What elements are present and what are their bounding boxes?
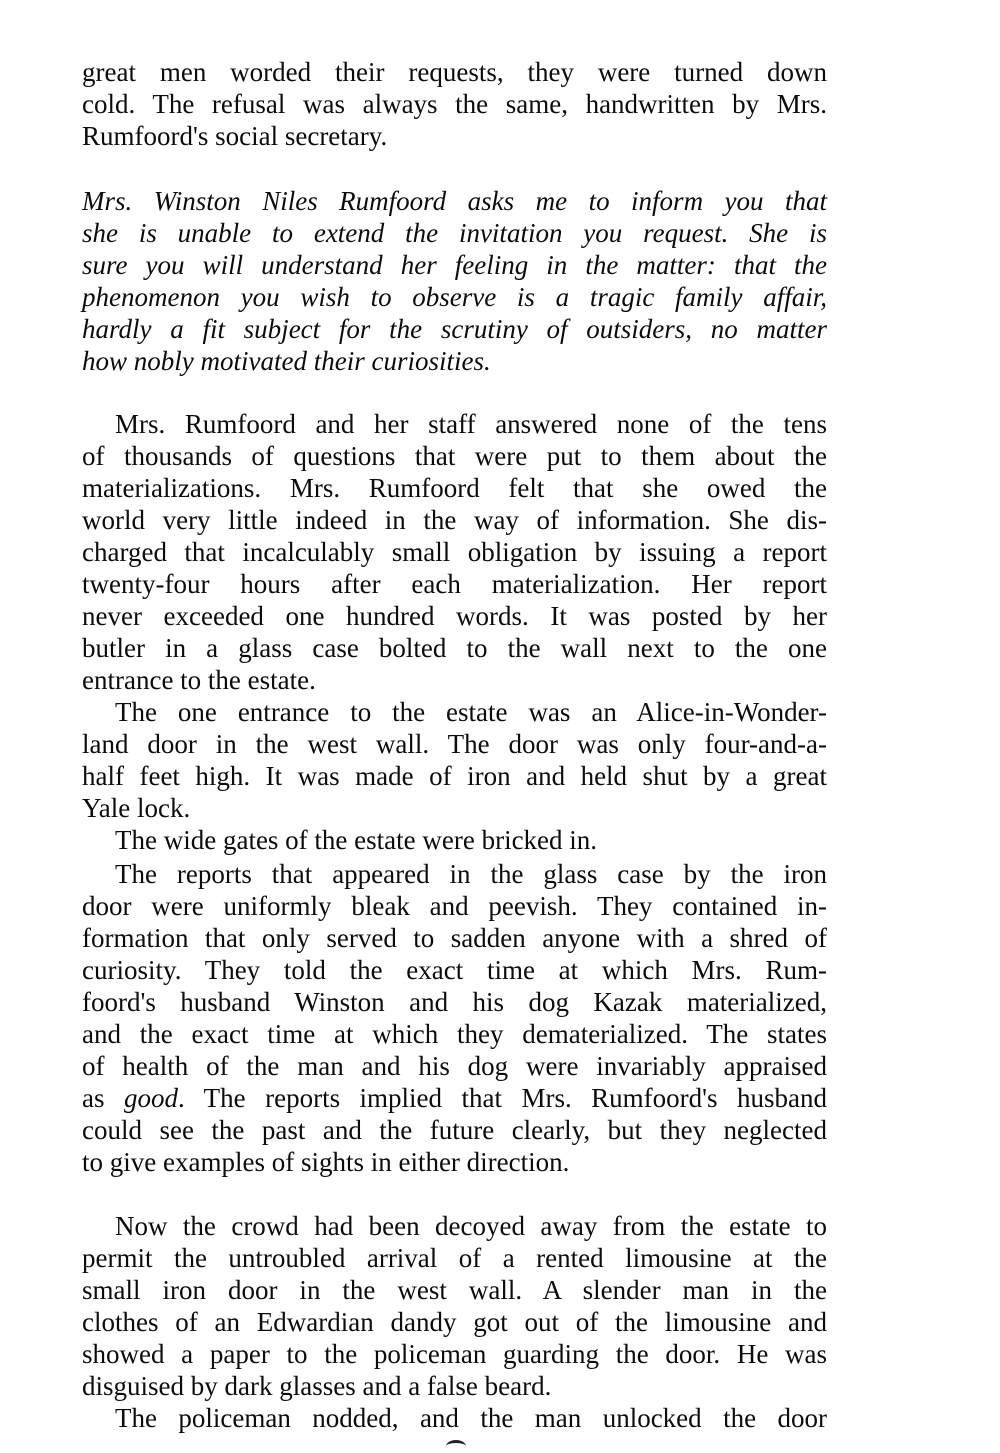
text-line: foord's husband Winston and his dog Kazak materialized,: [82, 987, 827, 1017]
text-line: curiosity. They told the exact time at which Mrs. Rum-: [82, 955, 827, 985]
text-line: door were uniformly bleak and peevish. They contained in-: [82, 891, 827, 921]
text-line: of health of the man and his dog were invariably appraised: [82, 1051, 827, 1081]
text-line: permit the untroubled arrival of a rented limousine at the: [82, 1243, 827, 1273]
text-line: The wide gates of the estate were bricked in.: [115, 825, 598, 855]
paragraph-continuation: [82, 56, 827, 152]
text-line: formation that only served to sadden anyone with a shred of: [82, 923, 827, 953]
quoted-refusal: [82, 185, 827, 377]
text-line: Rumfoord's social secretary.: [82, 121, 388, 151]
paragraph-staff: [82, 408, 827, 696]
paragraph-gates: [82, 824, 827, 856]
text-line: The reports that appeared in the glass case by the iron: [115, 859, 827, 889]
text-line: The one entrance to the estate was an Alice-in-Wonder-: [115, 697, 827, 727]
text-line: to give examples of sights in either direction.: [82, 1147, 570, 1177]
text-line: Yale lock.: [82, 793, 191, 823]
text-line: charged that incalculably small obligation by issuing a report: [82, 537, 827, 567]
text-line: how nobly motivated their curiosities.: [82, 346, 491, 376]
paragraph-policeman: [82, 1402, 827, 1434]
text-line: world very little indeed in the way of information. She dis-: [82, 505, 827, 535]
text-line: Mrs. Rumfoord and her staff answered none of the tens: [115, 409, 827, 439]
text-line: materializations. Mrs. Rumfoord felt that she owed the: [82, 473, 827, 503]
text-line: of thousands of questions that were put to them about the: [82, 441, 827, 471]
text-line: never exceeded one hundred words. It was posted by her: [82, 601, 827, 631]
text-line: entrance to the estate.: [82, 665, 316, 695]
text-line: hardly a fit subject for the scrutiny of outsiders, no matter: [82, 314, 827, 344]
text-line: she is unable to extend the invitation you request. She is: [82, 218, 827, 248]
text-line: phenomenon you wish to observe is a tragic family affair,: [82, 282, 827, 312]
text-line: small iron door in the west wall. A slender man in the: [82, 1275, 827, 1305]
text-line: half feet high. It was made of iron and held shut by a great: [82, 761, 827, 791]
text-line: Now the crowd had been decoyed away from the estate to: [115, 1211, 827, 1241]
text-line: disguised by dark glasses and a false beard.: [82, 1371, 552, 1401]
text-line: cold. The refusal was always the same, handwritten by Mrs.: [82, 89, 827, 119]
text-line: sure you will understand her feeling in the matter: that the: [82, 250, 827, 280]
text-line: showed a paper to the policeman guarding the door. He was: [82, 1339, 827, 1369]
paragraph-reports: [82, 858, 827, 1178]
text-line: twenty-four hours after each materialization. Her report: [82, 569, 827, 599]
text-line: could see the past and the future clearly, but they neglected: [82, 1115, 827, 1145]
text-line: clothes of an Edwardian dandy got out of the limousine and: [82, 1307, 827, 1337]
text-line: Mrs. Winston Niles Rumfoord asks me to inform you that: [82, 186, 827, 216]
text-line: The policeman nodded, and the man unlocked the door: [115, 1403, 827, 1433]
paragraph-entrance: [82, 696, 827, 824]
text-line: land door in the west wall. The door was only four-and-a-: [82, 729, 827, 759]
page-number-fragment: [446, 1440, 466, 1453]
text-line: and the exact time at which they dematerialized. The states: [82, 1019, 827, 1049]
text-line: as good. The reports implied that Mrs. Rumfoord's husband: [82, 1083, 827, 1113]
text-line: butler in a glass case bolted to the wall next to the one: [82, 633, 827, 663]
text-line: great men worded their requests, they were turned down: [82, 57, 827, 87]
paragraph-limousine: [82, 1210, 827, 1402]
